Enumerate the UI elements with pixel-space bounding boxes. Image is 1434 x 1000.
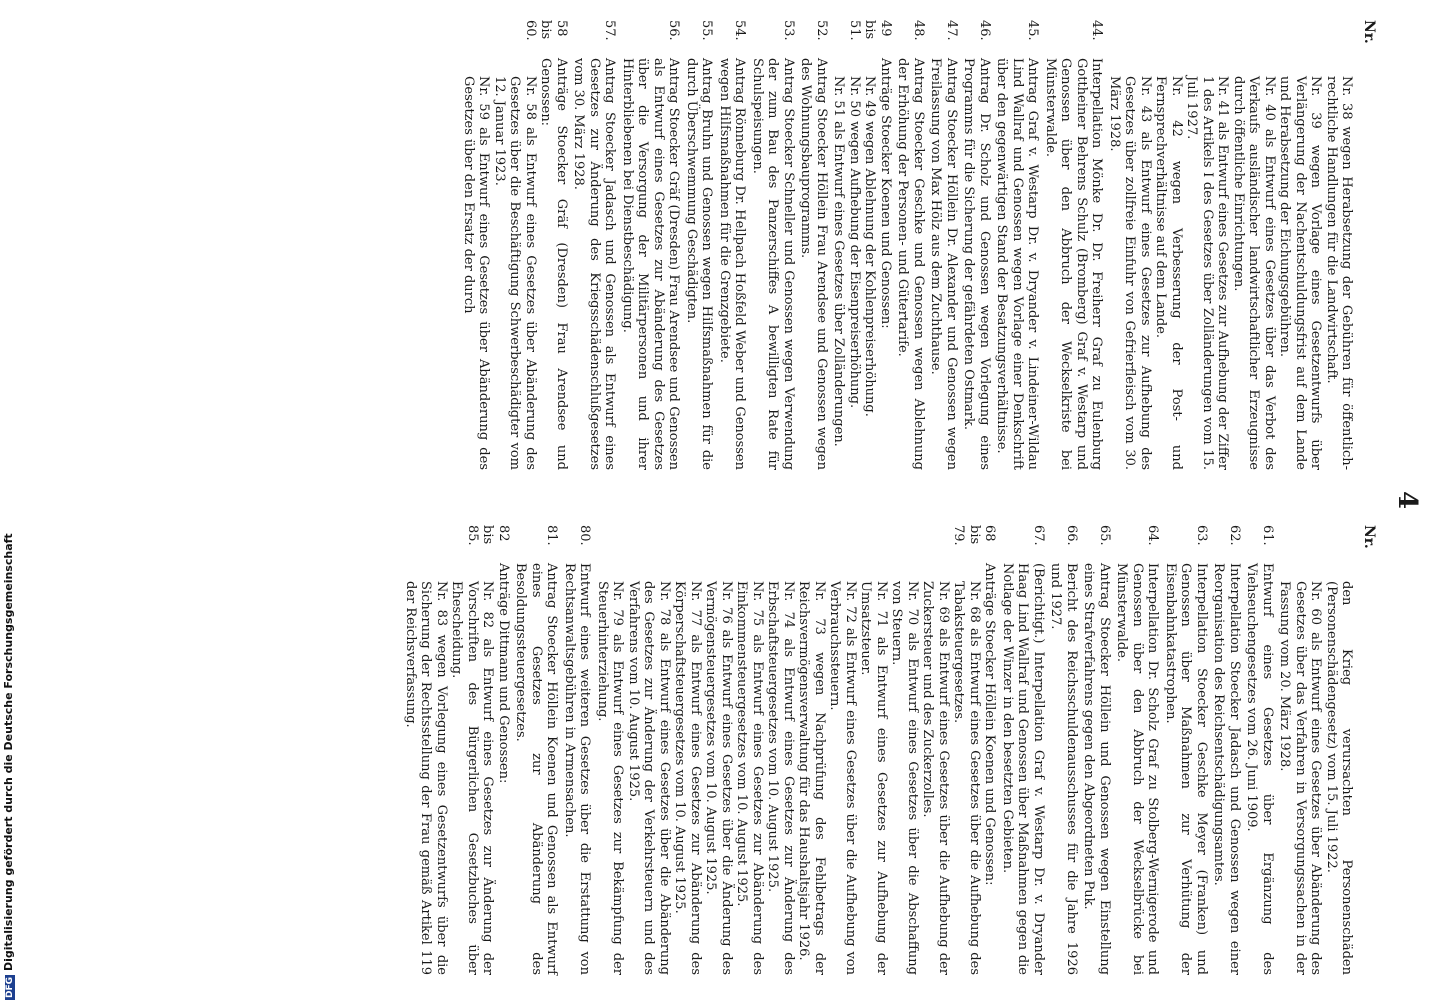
agenda-item-number: 66. (1064, 525, 1079, 546)
agenda-item-number: 48. (911, 20, 926, 41)
agenda-item (1163, 525, 1210, 975)
agenda-item-body (1114, 563, 1161, 975)
agenda-sub-item: Nr. 49 wegen Ablehnung der Kohlenpreiserhöhung. (862, 76, 878, 417)
footer-credit (2, 533, 15, 1000)
agenda-item (1244, 525, 1275, 975)
footer-bar (0, 0, 26, 1000)
agenda-sub-item: Nr. 43 als Entwurf eines Gesetzes zur Aufhebung des Gesetzes über zollfreie Einfuhr von Gefrierfleisch vom 30. März 1928. (1107, 76, 1153, 470)
agenda-item-body (1107, 58, 1355, 470)
agenda-item (1114, 525, 1161, 975)
agenda-item-body (798, 58, 829, 470)
agenda-sub-item: Nr. 76 als Entwurf eines Gesetzes über die Änderung des Vermögensteuergesetzes vom 10. August 1925. (703, 581, 734, 975)
agenda-item-title: Anträge Stoecker Höllein Koenen und Genossen: (982, 563, 998, 886)
agenda-item-body (961, 58, 992, 470)
agenda-item (895, 20, 926, 470)
agenda-sub-item: Nr. 39 wegen Vorlage eines Gesetzentwurfs über Verlängerung der Nachentschuldungsfrist auf dem Lande und Herabsetzung der Eichungsgebühren. (1277, 76, 1324, 470)
agenda-item-title: Interpellation Stoecker Jadasch und Genossen wegen einer Reorganisation des Reichsentschädigungsamtes. (1211, 563, 1242, 975)
agenda-item-title: Entwurf eines Gesetzes über Ergänzung des Viehseuchengesetzes vom 26. Juni 1909. (1244, 563, 1275, 975)
agenda-item (684, 20, 715, 470)
agenda-sub-item: Nr. 70 als Entwurf eines Gesetzes über die Abschaffung von Steuern. (889, 581, 920, 975)
left-column-header: Nr. (1361, 20, 1377, 44)
agenda-item (562, 525, 593, 975)
agenda-sub-item: Nr. 50 wegen Aufhebung der Eisenpreiserhöhung. (847, 76, 862, 409)
agenda-item-title: Interpellation Stoecker Geschke Meyer (Franken) und Genossen über Maßnahmen zur Verhütung der Eisenbahnkatastrophen. (1163, 563, 1209, 975)
agenda-item-title: Anträge Stoecker Koenen und Genossen: (878, 58, 893, 329)
agenda-sub-item: Nr. 68 als Entwurf eines Gesetzes über die Aufhebung des Tabaksteuergesetzes. (951, 581, 982, 975)
agenda-sub-item: Nr. 60 als Entwurf eines Gesetzes über Abänderung des Gesetzes über das Verfahren in Versorgungssachen in der Fassung vom 20. März 1928. (1277, 581, 1324, 975)
agenda-item-body (895, 58, 926, 470)
agenda-item-title: Antrag Stoecker Gräf (Dresden) Frau Arendsee und Genossen als Entwurf eines Gesetzes zur Abänderung des Gesetzes über die Versorgung der Militärpersonen und ihrer Hinterbliebenen bei Dienstbeschädigung. (620, 58, 682, 470)
agenda-item-title: Antrag Stoecker Jadasch und Genossen als Entwurf eines Gesetzes zur Änderung des Kriegsschädenschlußgesetzes vom 30. März 1928. (571, 58, 618, 470)
agenda-item-body (684, 58, 715, 470)
agenda-item-body (620, 58, 682, 470)
agenda-item-body (994, 58, 1041, 470)
agenda-sub-item: Nr. 83 wegen Vorlegung eines Gesetzentwurfs über die Sicherung der Rechtsstellung der Frau gemäß Artikel 119 der Reichsverfassung. (403, 581, 449, 975)
agenda-item (1107, 20, 1355, 470)
agenda-sub-item: Nr. 51 als Entwurf eines Gesetzes über Zolländerungen. (831, 76, 847, 447)
agenda-item-body (1043, 58, 1105, 470)
agenda-item-number: 63. (1194, 525, 1209, 546)
agenda-item-number: 67. (1031, 525, 1046, 546)
agenda-item (928, 20, 959, 470)
right-item-list (403, 525, 1355, 975)
agenda-sub-item: Nr. 73 wegen Nachprüfung des Fehlbetrags der Reichsvermögensverwaltung für das Haushaltsjahr 1926. (796, 581, 827, 975)
agenda-item-body (1163, 563, 1210, 975)
agenda-item-title: Antrag Stoecker Höllein und Genossen wegen Einstellung eines Strafverfahrens gegen den Abgeordneten Puk. (1081, 563, 1112, 975)
agenda-item-body (831, 58, 893, 470)
agenda-item (1048, 525, 1079, 975)
left-item-list (461, 20, 1355, 470)
agenda-sub-item: den Krieg verursachten Personenschäden (Personenschädengesetz) vom 15. Juli 1922. (1324, 581, 1355, 975)
agenda-item (571, 20, 618, 470)
agenda-item-body (1048, 563, 1079, 975)
agenda-item (1211, 525, 1242, 975)
agenda-item-number: 62. (1227, 525, 1242, 546)
agenda-sub-item: Nr. 40 als Entwurf eines Gesetzes über das Verbot des Verkaufs ausländischer landwirtschaftlicher Erzeugnisse durch öffentliche Einrichtungen. (1231, 76, 1277, 470)
agenda-item (961, 20, 992, 470)
page-number: 4 (1392, 490, 1422, 510)
agenda-item-body (1244, 563, 1275, 975)
agenda-item-body (571, 58, 618, 470)
agenda-item-body (403, 563, 512, 975)
agenda-item-title: (Berichtigt.) Interpellation Graf v. Westarp Dr. v. Dryander Haag Lind Wallraf und Genossen über Maßnahmen gegen die Notlage der Winzer in den besetzten Gebieten. (1000, 563, 1046, 975)
footer-credit-text: Digitalisierung gefördert durch die Deutsche Forschungsgemeinschaft (2, 533, 15, 971)
agenda-item-body (1081, 563, 1112, 975)
agenda-item (1277, 525, 1355, 975)
agenda-sub-item: Nr. 42 wegen Verbesserung der Post- und Fernsprechverhältnisse auf dem Lande. (1153, 76, 1184, 470)
agenda-item-number: 52. (814, 20, 829, 41)
agenda-sub-item: Nr. 38 wegen Herabsetzung der Gebühren für öffentlich-rechtliche Handlungen für die Landwirtschaft. (1324, 76, 1355, 470)
agenda-item-body (1000, 563, 1047, 975)
agenda-sub-item: Nr. 72 als Entwurf eines Gesetzes über die Aufhebung von Verbrauchssteuern. (827, 581, 858, 975)
agenda-item-number: 45. (1025, 20, 1041, 41)
agenda-item-number: 82 bis 85. (465, 525, 511, 546)
agenda-item (513, 525, 560, 975)
agenda-item-title: Antrag Stoecker Schneller und Genossen wegen Verwendung der zum Bau des Panzerschiffes A bewilligten Rate für Schulspeisungen. (750, 58, 796, 470)
agenda-item-body (717, 58, 748, 470)
agenda-item-number: 68 bis 79. (951, 525, 998, 546)
agenda-item-body (562, 563, 593, 975)
agenda-item-number: 61. (1260, 525, 1275, 546)
agenda-item-body (1277, 563, 1355, 975)
dfg-logo: DFG (5, 976, 15, 998)
agenda-item-body (595, 563, 998, 975)
agenda-sub-item: Nr. 59 als Entwurf eines Gesetzes über Abänderung des Gesetzes über den Ersatz der durch (461, 76, 492, 470)
agenda-item (595, 525, 998, 975)
agenda-item-body (1211, 563, 1242, 975)
agenda-item-body (513, 563, 560, 975)
agenda-sub-item: Nr. 78 als Entwurf eines Gesetzes über die Abänderung des Gesetzes zur Änderung der Verkehrsteuern und des Verfahrens vom 10. August 1925. (626, 581, 672, 975)
agenda-item (461, 20, 570, 470)
agenda-item-title: Anträge Dittmann und Genossen: (496, 563, 511, 784)
agenda-item-title: Antrag Graf v. Westarp Dr. v. Dryander v. Lindeiner-Wildau Lind Wallraf und Genossen wegen Vorlage einer Denkschrift über den gegenwärtigen Stand der Besatzungsverhältnisse. (994, 58, 1041, 470)
agenda-item-title: Interpellation Dr. Scholz Graf zu Stolberg-Wernigerode und Genossen über den Abbruch der Weckselbrücke bei Münsterwalde. (1114, 563, 1161, 975)
agenda-item-title: Bericht des Reichsschuldenausschusses für die Jahre 1926 und 1927. (1048, 563, 1079, 975)
agenda-item-number: 57. (602, 20, 618, 41)
agenda-item-title: Interpellation Mönke Dr. Dr. Freiherr Graf zu Eulenburg Gottheiner Behrens Schulz (Bromberg) Graf v. Westarp und Genossen über den Abbruch der Weckselkriste bei Münsterwalde. (1043, 58, 1105, 470)
agenda-item-title: Antrag Dr. Scholz und Genossen wegen Vorlegung eines Programms für die Sicherung der gefährdeten Ostmark. (961, 58, 992, 470)
agenda-item-number: 58 bis 60. (523, 20, 569, 41)
agenda-item-number: 64. (1145, 525, 1161, 546)
agenda-item (1081, 525, 1112, 975)
agenda-item-number (1107, 20, 1355, 58)
agenda-item-body (928, 58, 959, 470)
agenda-item-body (461, 58, 570, 470)
agenda-item (620, 20, 682, 470)
agenda-sub-item: Nr. 41 als Entwurf eines Gesetzes zur Aufhebung der Ziffer 1 des Artikels I des Gesetzes über Zolländerungen vom 15. Juli 1927. (1184, 76, 1231, 470)
agenda-item-title: Entwurf eines weiteren Gesetzes über die Erstattung von Rechtsanwaltsgebühren in Armensachen. (562, 563, 593, 975)
right-column (401, 525, 1377, 975)
right-column-header: Nr. (1361, 525, 1377, 549)
agenda-sub-item: Nr. 74 als Entwurf eines Gesetzes zur Änderung des Erbschaftsteuergesetzes vom 10. August 1925. (765, 581, 796, 975)
agenda-item-number: 47. (944, 20, 959, 41)
agenda-sub-item: Nr. 71 als Entwurf eines Gesetzes zur Aufhebung der Umsatzsteuer. (858, 581, 889, 975)
agenda-item-number: 55. (699, 20, 715, 41)
agenda-item (403, 525, 512, 975)
agenda-item-body (750, 58, 797, 470)
agenda-item (1043, 20, 1105, 470)
agenda-sub-item: Nr. 58 als Entwurf eines Gesetzes über Abänderung des Gesetzes über die Beschäftigung Schwerbeschädigter vom 12. Januar 1923. (492, 76, 538, 470)
agenda-item-number: 44. (1089, 20, 1105, 41)
agenda-item-number: 65. (1097, 525, 1112, 546)
agenda-item-title: Antrag Stoecker Höllein Frau Arendsee und Genossen wegen des Wohnungsbauprogramms. (798, 58, 829, 470)
agenda-item (1000, 525, 1047, 975)
agenda-item (798, 20, 829, 470)
agenda-item-title: Antrag Bruhn und Genossen wegen Hilfsmaßnahmen für die durch Überschwemmung Geschädigten. (684, 58, 715, 470)
agenda-item-number: 49 bis 51. (847, 20, 893, 41)
agenda-item-number: 54. (732, 20, 748, 41)
agenda-item-number: 80. (577, 525, 593, 546)
agenda-item (831, 20, 893, 470)
agenda-sub-item: Nr. 77 als Entwurf eines Gesetzes zur Abänderung des Körperschaftsteuergesetzes vom 10. August 1925. (672, 581, 703, 975)
agenda-item-number (1277, 525, 1355, 563)
agenda-sub-item: Nr. 79 als Entwurf eines Gesetzes zur Bekämpfung der Steuerhinterziehung. (595, 581, 626, 975)
agenda-item-number: 53. (781, 20, 796, 41)
agenda-sub-item: Nr. 69 als Entwurf eines Gesetzes über die Aufhebung der Zuckersteuer und des Zuckerzolles. (920, 581, 951, 975)
agenda-sub-item: Nr. 75 als Entwurf eines Gesetzes zur Abänderung des Einkommensteuergesetzes vom 10. August 1925. (734, 581, 765, 975)
agenda-sub-item: Nr. 82 als Entwurf eines Gesetzes zur Änderung der Vorschriften des Bürgerlichen Gesetzbuches über Ehescheidung. (449, 581, 496, 975)
agenda-item-number: 56. (666, 20, 682, 41)
agenda-item-number: 46. (977, 20, 992, 41)
agenda-item-title: Anträge Stoecker Gräf (Dresden) Frau Arendsee und Genossen: (538, 58, 569, 470)
agenda-item (717, 20, 748, 470)
agenda-item (750, 20, 797, 470)
agenda-item (994, 20, 1041, 470)
agenda-item-title: Antrag Stoecker Höllein Dr. Alexander und Genossen wegen Freilassung von Max Hölz aus dem Zuchthause. (928, 58, 959, 470)
agenda-item-title: Antrag Rönneburg Dr. Hellpach Hoßfeld Weber und Genossen wegen Hilfsmaßnahmen für die Grenzgebiete. (717, 58, 748, 470)
agenda-item-title: Antrag Stoecker Geschke und Genossen wegen Ablehnung der Erhöhung der Personen- und Gütertarife. (895, 58, 926, 470)
left-column (459, 20, 1377, 470)
agenda-item-number: 81. (544, 525, 560, 546)
agenda-item-title: Antrag Stoecker Höllein Koenen und Genossen als Entwurf eines Gesetzes zur Abänderung des Besoldungssteuergesetzes. (513, 563, 560, 975)
